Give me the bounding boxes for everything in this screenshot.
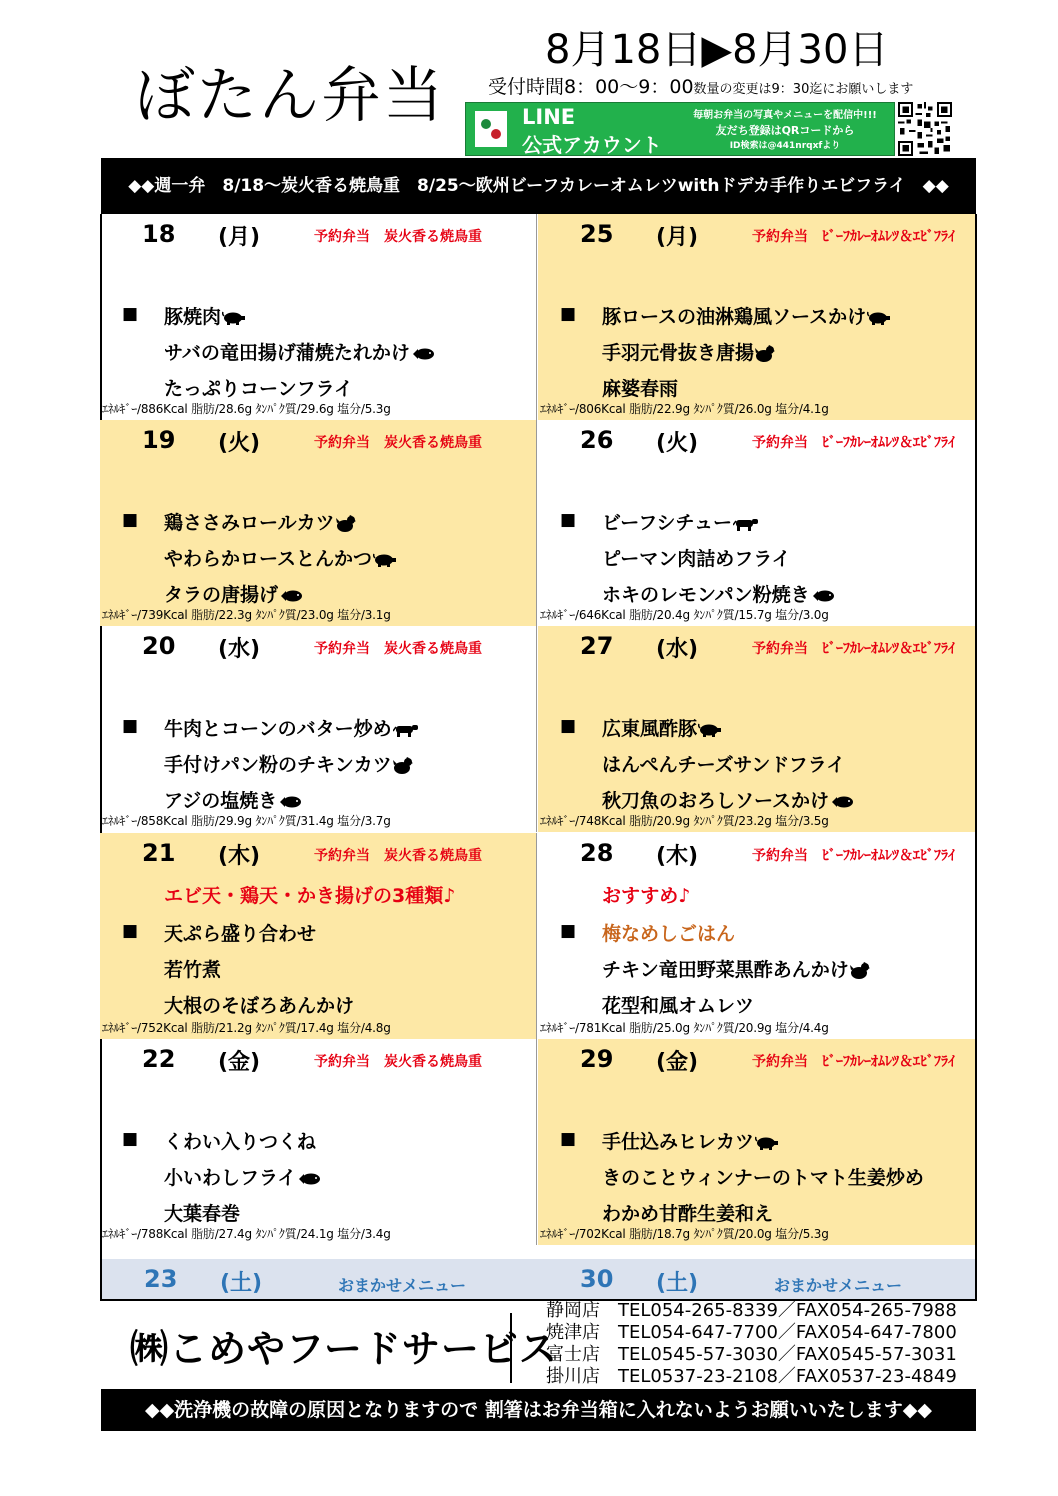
line-note-3: ID検索は@441nrqxfより: [729, 141, 841, 151]
weekday: (月): [218, 225, 261, 250]
day-cell-29: [538, 1039, 975, 1245]
bullet-mark: ■: [560, 304, 577, 324]
fish-icon: [811, 589, 835, 603]
dish-name: ピーマン肉詰めフライ: [602, 548, 791, 570]
fish-icon: [297, 1172, 321, 1186]
store-line: 焼津店 TEL054-647-7700／FAX054-647-7800: [546, 1322, 957, 1343]
fish-icon: [411, 347, 435, 361]
dish-item: [602, 919, 735, 946]
nutrition-info: ｴﾈﾙｷﾞｰ/858Kcal 脂肪/29.9g ﾀﾝﾊﾟｸ質/31.4g 塩分/3.7g: [102, 814, 391, 828]
dish-name: 秋刀魚のおろしソースかけ: [602, 790, 830, 812]
dish-name: ビーフシチュー: [602, 512, 732, 534]
pig-icon: [222, 311, 246, 325]
reservation-bento: 予約弁当 ﾋﾞｰﾌｶﾚｰｵﾑﾚﾂ＆ｴﾋﾞﾌﾗｲ: [752, 641, 955, 657]
nutrition-info: ｴﾈﾙｷﾞｰ/806Kcal 脂肪/22.9g ﾀﾝﾊﾟｸ質/26.0g 塩分/4.1g: [540, 402, 829, 416]
dish-item: [602, 580, 835, 607]
bullet-mark: ■: [122, 304, 139, 324]
dish-item: [602, 714, 722, 741]
weekday: (金): [656, 1050, 699, 1075]
saturday-cell-23: [102, 1259, 539, 1299]
company-name: ㈱こめやフードサービス: [130, 1327, 558, 1371]
dish-item: [164, 919, 316, 946]
reservation-bento: 予約弁当 炭火香る焼鳥重: [314, 848, 482, 864]
day-number: 26: [580, 426, 614, 454]
dish-name: 鶏ささみロールカツ: [164, 512, 335, 534]
dish-item: [602, 374, 678, 401]
day-cell-25: [538, 214, 975, 420]
dish-item: [602, 1127, 779, 1154]
weekday: (月): [656, 225, 699, 250]
dish-item: [164, 374, 353, 401]
weekday: (木): [656, 844, 699, 869]
dish-name: 豚焼肉: [164, 306, 222, 328]
hours-main: 受付時間8：00～9：00: [488, 76, 694, 98]
chicken-icon: [393, 757, 413, 775]
dish-name: やわらかロースとんかつ: [164, 548, 373, 570]
day-number: 25: [580, 220, 614, 248]
bullet-mark: ■: [122, 510, 139, 530]
store-line: 静岡店 TEL054-265-8339／FAX054-265-7988: [546, 1300, 957, 1321]
omakase-label: おまかせメニュー: [338, 1276, 467, 1295]
bullet-mark: ■: [122, 1129, 139, 1149]
dish-name: 大根のそぼろあんかけ: [164, 995, 355, 1017]
dish-name: 梅なめしごはん: [602, 923, 736, 945]
day-number: 29: [580, 1045, 614, 1073]
dish-name: はんぺんチーズサンドフライ: [602, 754, 846, 776]
bullet-mark: ■: [560, 716, 577, 736]
day-cell-18: [100, 214, 537, 420]
fish-icon: [279, 589, 303, 603]
dish-item: [164, 1163, 321, 1190]
day-number: 30: [580, 1265, 614, 1293]
bullet-mark: ■: [560, 1129, 577, 1149]
dish-item: [602, 508, 759, 535]
dish-name: わかめ甘酢生姜和え: [602, 1203, 774, 1225]
weekday: (水): [656, 637, 699, 662]
fish-icon: [278, 795, 302, 809]
dish-item: [164, 508, 356, 535]
day-cell-20: [100, 626, 537, 832]
chicken-icon: [755, 345, 775, 363]
day-cell-28: [538, 833, 975, 1039]
dish-name: 麻婆春雨: [602, 378, 679, 400]
dish-name: 手付けパン粉のチキンカツ: [164, 754, 392, 776]
recommend-note: エビ天・鶏天・かき揚げの3種類♪: [164, 885, 456, 907]
day-number: 19: [142, 426, 176, 454]
bullet-mark: ■: [122, 921, 139, 941]
reservation-bento: 予約弁当 炭火香る焼鳥重: [314, 641, 482, 657]
dish-name: 天ぷら盛り合わせ: [164, 923, 317, 945]
weekday: (水): [218, 637, 261, 662]
weekday: (火): [656, 431, 699, 456]
dish-name: 広東風酢豚: [602, 718, 698, 740]
cow-icon: [733, 517, 759, 531]
line-logo-icon: [472, 108, 510, 150]
dish-name: 手仕込みヒレカツ: [602, 1131, 755, 1153]
dish-name: 豚ロースの油淋鶏風ソースかけ: [602, 306, 867, 328]
dish-item: [164, 714, 419, 741]
nutrition-info: ｴﾈﾙｷﾞｰ/748Kcal 脂肪/20.9g ﾀﾝﾊﾟｸ質/23.2g 塩分/3.5g: [540, 814, 829, 828]
dish-item: [164, 580, 303, 607]
dish-name: ホキのレモンパン粉焼き: [602, 584, 810, 606]
day-number: 28: [580, 839, 614, 867]
day-number: 18: [142, 220, 176, 248]
store-line: 掛川店 TEL0537-23-2108／FAX0537-23-4849: [546, 1366, 957, 1387]
dish-item: [164, 786, 302, 813]
pig-icon: [373, 553, 397, 567]
pig-icon: [698, 723, 722, 737]
dish-name: アジの塩焼き: [164, 790, 278, 812]
dish-name: タラの唐揚げ: [164, 584, 279, 606]
chicken-icon: [336, 515, 356, 533]
line-subtitle: 公式アカウント: [522, 133, 662, 157]
day-cell-26: [538, 420, 975, 626]
nutrition-info: ｴﾈﾙｷﾞｰ/646Kcal 脂肪/20.4g ﾀﾝﾊﾟｸ質/15.7g 塩分/3.0g: [540, 608, 829, 622]
dish-name: 手羽元骨抜き唐揚: [602, 342, 755, 364]
dish-item: [602, 1163, 924, 1190]
dish-item: [602, 955, 870, 982]
day-number: 20: [142, 632, 176, 660]
weekday: (木): [218, 844, 261, 869]
cow-icon: [393, 723, 419, 737]
day-number: 22: [142, 1045, 176, 1073]
day-cell-27: [538, 626, 975, 832]
saturday-cell-30: [538, 1259, 975, 1299]
weekday: (金): [218, 1050, 261, 1075]
day-cell-22: [100, 1039, 537, 1245]
nutrition-info: ｴﾈﾙｷﾞｰ/781Kcal 脂肪/25.0g ﾀﾝﾊﾟｸ質/20.9g 塩分/4.4g: [540, 1021, 829, 1035]
nutrition-info: ｴﾈﾙｷﾞｰ/752Kcal 脂肪/21.2g ﾀﾝﾊﾟｸ質/17.4g 塩分/4.8g: [102, 1021, 391, 1035]
dish-name: チキン竜田野菜黒酢あんかけ: [602, 959, 849, 981]
dish-item: [602, 1199, 773, 1226]
day-cell-21: [100, 833, 537, 1039]
store-list: [546, 1300, 957, 1388]
dish-name: 小いわしフライ: [164, 1167, 297, 1189]
line-note-1: 毎朝お弁当の写真やメニューを配信中!!!: [693, 110, 877, 121]
dish-item: [164, 1127, 316, 1154]
qr-code-icon[interactable]: [898, 102, 952, 156]
reservation-bento: 予約弁当 ﾋﾞｰﾌｶﾚｰｵﾑﾚﾂ＆ｴﾋﾞﾌﾗｲ: [752, 435, 955, 451]
nutrition-info: ｴﾈﾙｷﾞｰ/886Kcal 脂肪/28.6g ﾀﾝﾊﾟｸ質/29.6g 塩分/5.3g: [102, 402, 391, 416]
weekly-bento-banner: ◆◆週一弁 8/18～炭火香る焼鳥重 8/25～欧州ビーフカレーオムレツwithドデカ手作りエビフライ ◆◆: [101, 158, 976, 214]
reservation-bento: 予約弁当 ﾋﾞｰﾌｶﾚｰｵﾑﾚﾂ＆ｴﾋﾞﾌﾗｲ: [752, 229, 955, 245]
fish-icon: [830, 795, 854, 809]
recommend-note: おすすめ♪: [602, 885, 691, 907]
dish-item: [602, 750, 845, 777]
nutrition-info: ｴﾈﾙｷﾞｰ/702Kcal 脂肪/18.7g ﾀﾝﾊﾟｸ質/20.0g 塩分/5.3g: [540, 1227, 829, 1241]
hours-note: 数量の変更は9：30迄にお願いします: [693, 82, 914, 97]
day-cell-19: [100, 420, 537, 626]
dish-name: サバの竜田揚げ蒲焼たれかけ: [164, 342, 410, 364]
weekday: (火): [218, 431, 261, 456]
dish-item: [602, 338, 775, 365]
line-account-banner[interactable]: [465, 102, 895, 156]
reception-hours: [488, 72, 913, 99]
weekday: (土): [656, 1271, 699, 1296]
reservation-bento: 予約弁当 炭火香る焼鳥重: [314, 1054, 482, 1070]
dish-name: きのことウィンナーのトマト生姜炒め: [602, 1167, 924, 1189]
dish-item: [164, 991, 354, 1018]
omakase-label: おまかせメニュー: [774, 1276, 903, 1295]
nutrition-info: ｴﾈﾙｷﾞｰ/739Kcal 脂肪/22.3g ﾀﾝﾊﾟｸ質/23.0g 塩分/3.1g: [102, 608, 391, 622]
dish-name: くわい入りつくね: [164, 1131, 317, 1153]
dish-item: [164, 750, 413, 777]
dish-name: 大葉春巻: [164, 1203, 241, 1225]
dish-item: [164, 302, 246, 329]
date-range: 8月18日▶8月30日: [545, 27, 889, 73]
reservation-bento: 予約弁当 炭火香る焼鳥重: [314, 435, 482, 451]
dish-item: [602, 991, 754, 1018]
bullet-mark: ■: [560, 510, 577, 530]
dish-item: [164, 338, 435, 365]
dish-item: [602, 544, 791, 571]
reservation-bento: 予約弁当 炭火香る焼鳥重: [314, 229, 482, 245]
day-number: 21: [142, 839, 176, 867]
dish-name: 牛肉とコーンのバター炒め: [164, 718, 392, 740]
dish-item: [164, 544, 397, 571]
bullet-mark: ■: [122, 716, 139, 736]
day-number: 27: [580, 632, 614, 660]
chopsticks-notice: ◆◆洗浄機の故障の原因となりますので 割箸はお弁当箱に入れないようお願いいたします◆◆: [101, 1389, 976, 1431]
dish-item: [164, 1199, 240, 1226]
chicken-icon: [850, 962, 870, 980]
nutrition-info: ｴﾈﾙｷﾞｰ/788Kcal 脂肪/27.4g ﾀﾝﾊﾟｸ質/24.1g 塩分/3.4g: [102, 1227, 391, 1241]
weekday: (土): [220, 1271, 263, 1296]
reservation-bento: 予約弁当 ﾋﾞｰﾌｶﾚｰｵﾑﾚﾂ＆ｴﾋﾞﾌﾗｲ: [752, 848, 955, 864]
dish-name: 花型和風オムレツ: [602, 995, 755, 1017]
day-number: 23: [144, 1265, 178, 1293]
line-title: LINE: [522, 105, 576, 129]
pig-icon: [755, 1136, 779, 1150]
dish-name: たっぷりコーンフライ: [164, 378, 354, 400]
line-note-2: 友だち登録はQRコードから: [715, 124, 855, 137]
dish-item: [164, 955, 221, 982]
dish-name: 若竹煮: [164, 959, 222, 981]
pig-icon: [867, 311, 891, 325]
bullet-mark: ■: [560, 921, 577, 941]
reservation-bento: 予約弁当 ﾋﾞｰﾌｶﾚｰｵﾑﾚﾂ＆ｴﾋﾞﾌﾗｲ: [752, 1054, 955, 1070]
dish-item: [602, 302, 891, 329]
page-title: ぼたん弁当: [135, 61, 445, 131]
store-line: 富士店 TEL0545-57-3030／FAX0545-57-3031: [546, 1344, 957, 1365]
dish-item: [602, 786, 854, 813]
